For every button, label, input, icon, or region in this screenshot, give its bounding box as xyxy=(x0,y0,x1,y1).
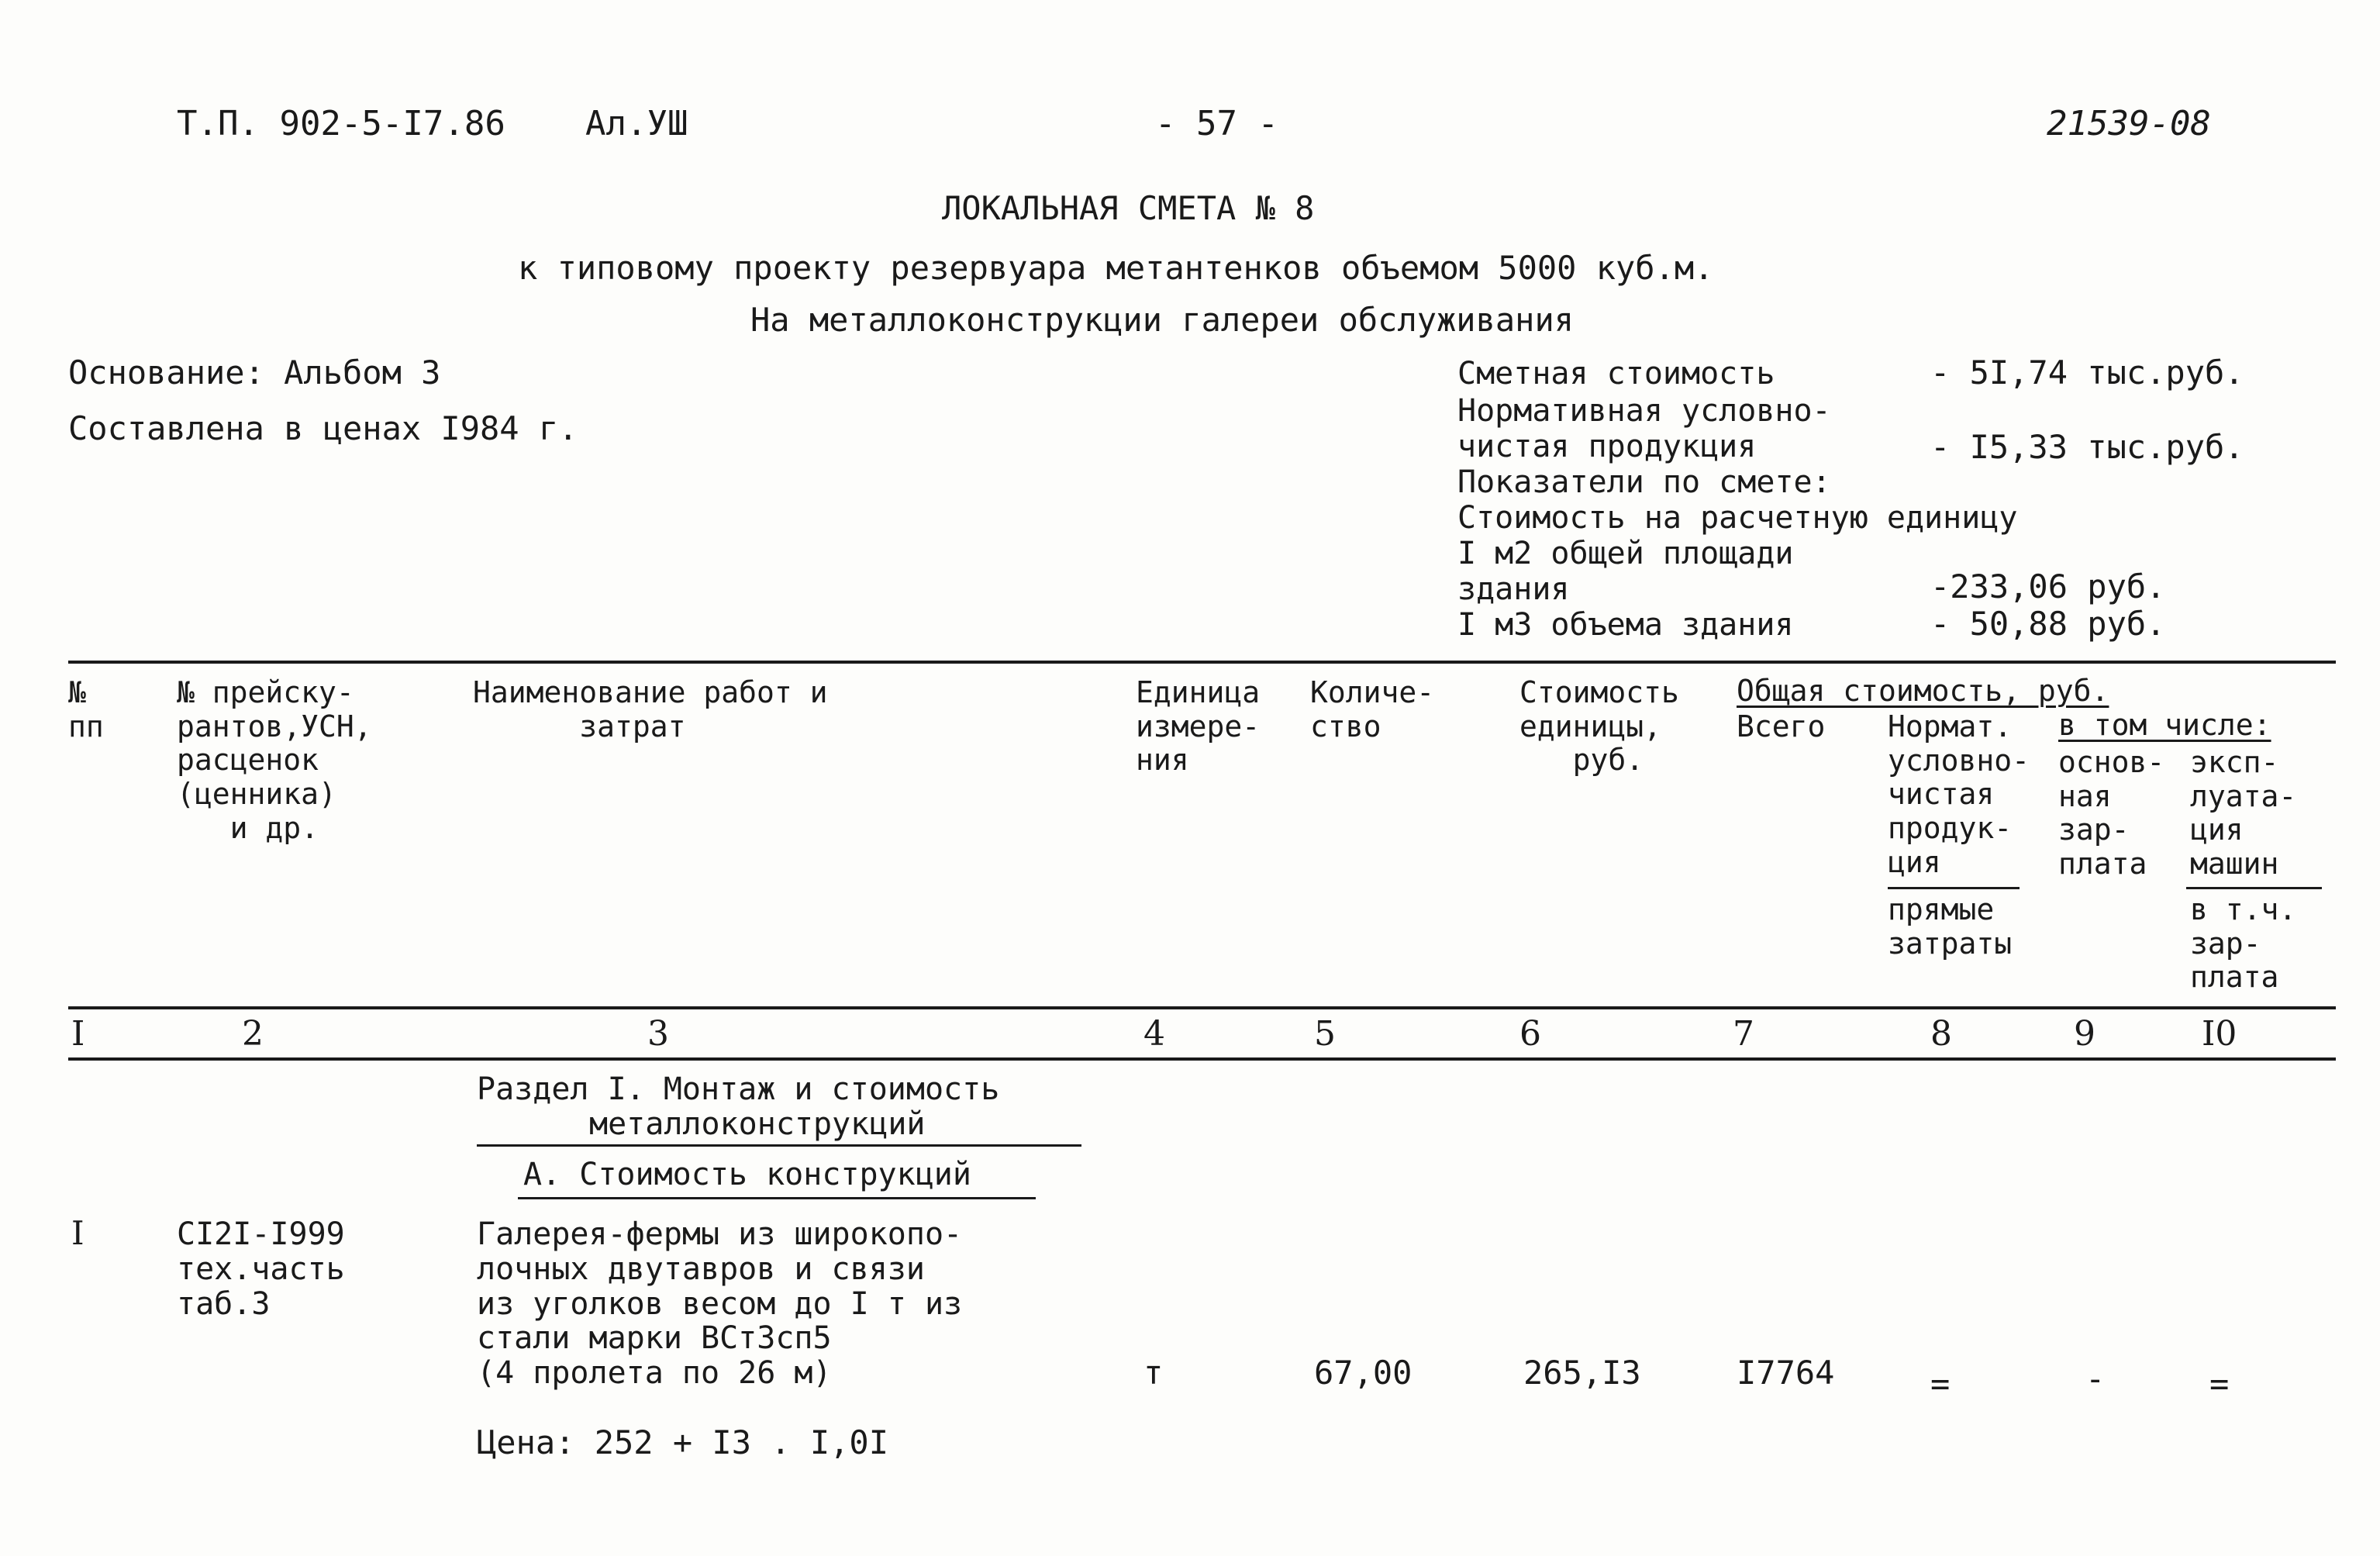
column-numbers-top-rule xyxy=(68,1006,2336,1009)
row-quantity: 67,00 xyxy=(1314,1354,1412,1392)
section-title-cont: металлоконструкций xyxy=(589,1106,926,1142)
estimate-title: ЛОКАЛЬНАЯ СМЕТА № 8 xyxy=(942,189,1315,227)
table-top-rule xyxy=(68,661,2336,664)
column-number-8: 8 xyxy=(1930,1014,1952,1054)
basis-album: Основание: Альбом 3 xyxy=(68,354,441,392)
row-work-name: Галерея-фермы из широкопо- лочных двутавров и связи из уголков весом до I т из стали марки ВСт3сп5 (4 пролета по 26 м) xyxy=(477,1216,963,1392)
section-title-underline xyxy=(477,1144,1081,1147)
col-header-machine-salary: в т.ч. зар- плата xyxy=(2190,892,2297,995)
row-pricelist-code: CI2I-I999 тех.часть таб.3 xyxy=(177,1216,345,1322)
column-number-6: 6 xyxy=(1519,1014,1541,1054)
col-header-unit: Единица измере- ния xyxy=(1136,675,1261,778)
column-number-1: I xyxy=(71,1014,85,1054)
col-header-total-group: Общая стоимость, руб. xyxy=(1737,674,2109,708)
machines-divider xyxy=(2186,887,2322,889)
column-numbers-bottom-rule xyxy=(68,1057,2336,1061)
row-norm: = xyxy=(1930,1365,1951,1402)
column-number-4: 4 xyxy=(1143,1014,1165,1054)
album-number: Ал.УШ xyxy=(585,104,688,143)
col-header-salary: основ- ная зар- плата xyxy=(2058,745,2165,882)
col-header-including: в том числе: xyxy=(2058,708,2271,742)
column-number-5: 5 xyxy=(1314,1014,1336,1054)
col-header-unit-cost: Стоимость единицы, руб. xyxy=(1519,675,1679,778)
section-title: Раздел I. Монтаж и стоимость xyxy=(477,1071,1000,1107)
cost-label: Сметная стоимость xyxy=(1457,356,1775,392)
col-header-pricelist: № прейску- рантов,УСН, расценок (ценника) и др. xyxy=(177,675,372,845)
basis-prices: Составлена в ценах I984 г. xyxy=(68,409,578,447)
row-unit-cost: 265,I3 xyxy=(1523,1354,1641,1392)
norm-value: - I5,33 тыс.руб. xyxy=(1930,428,2244,466)
indicators-label: Показатели по смете: xyxy=(1457,464,1831,500)
page-number: - 57 - xyxy=(1155,104,1278,143)
row-number: I xyxy=(71,1214,85,1252)
doc-code: Т.П. 902-5-I7.86 xyxy=(177,104,505,143)
column-number-2: 2 xyxy=(242,1014,264,1054)
area-label-2: здания xyxy=(1457,571,1570,607)
unit-cost-label: Стоимость на расчетную единицу xyxy=(1457,500,2018,536)
estimate-subtitle: к типовому проекту резервуара метантенков объемом 5000 куб.м. xyxy=(518,249,1714,287)
column-number-7: 7 xyxy=(1733,1014,1754,1054)
row-unit: т xyxy=(1143,1354,1164,1392)
col-header-quantity: Количе- ство xyxy=(1310,675,1435,743)
norm-label-2: чистая продукция xyxy=(1457,429,1757,464)
row-total: I7764 xyxy=(1737,1354,1835,1392)
col-header-total: Всего xyxy=(1737,709,1826,743)
section-subtitle-underline xyxy=(518,1197,1036,1199)
col-header-direct-costs: прямые затраты xyxy=(1888,892,2013,961)
volume-value: - 50,88 руб. xyxy=(1930,605,2166,643)
norm-divider xyxy=(1888,887,2020,889)
inventory-number: 21539-08 xyxy=(2047,104,2211,143)
col-header-name: Наименование работ и затрат xyxy=(473,675,828,743)
norm-label-1: Нормативная условно- xyxy=(1457,393,1831,429)
area-value: -233,06 руб. xyxy=(1930,568,2166,605)
row-price-formula: Цена: 252 + I3 . I,0I xyxy=(477,1423,889,1461)
column-number-10: I0 xyxy=(2202,1014,2237,1054)
row-machines: = xyxy=(2209,1365,2230,1402)
cost-value: - 5I,74 тыс.руб. xyxy=(1930,354,2244,392)
column-number-3: 3 xyxy=(647,1014,669,1054)
estimate-scope: На металлоконструкции галереи обслуживания xyxy=(750,301,1575,339)
col-header-machines: эксп- луата- ция машин xyxy=(2190,745,2297,882)
area-label-1: I м2 общей площади xyxy=(1457,536,1794,571)
col-header-number: № пп xyxy=(68,675,104,743)
volume-label: I м3 объема здания xyxy=(1457,607,1794,643)
col-header-norm: Нормат. условно- чистая продук- ция xyxy=(1888,709,2030,879)
section-subtitle: А. Стоимость конструкций xyxy=(523,1157,971,1192)
row-salary: - xyxy=(2085,1360,2106,1398)
column-number-9: 9 xyxy=(2074,1014,2095,1054)
